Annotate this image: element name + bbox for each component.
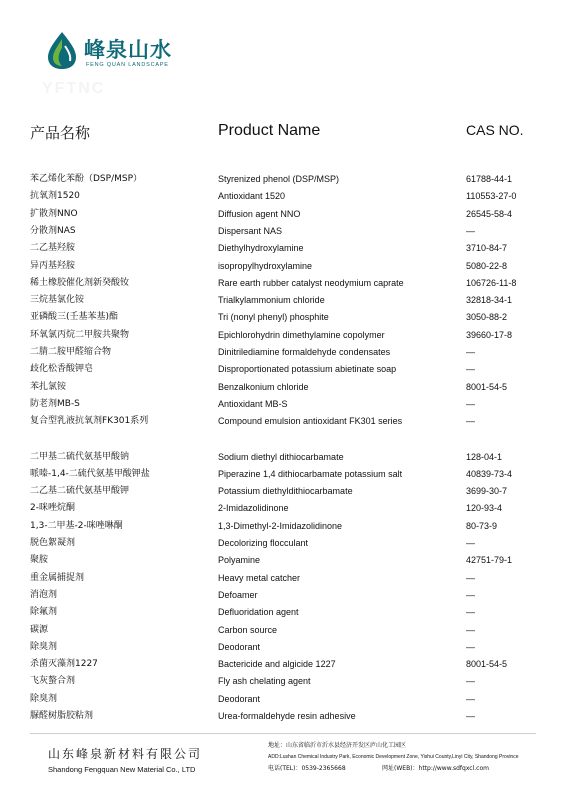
table-row bbox=[0, 275, 566, 292]
product-name-en: Disproportionated potassium abietinate soap bbox=[218, 364, 397, 375]
table-row bbox=[0, 413, 566, 430]
company-logo bbox=[44, 30, 184, 74]
product-name-cn: 2-咪唑烷酮 bbox=[30, 503, 75, 514]
product-name-cn: 聚胺 bbox=[30, 555, 49, 566]
cas-number: — bbox=[466, 693, 475, 704]
cas-number: 120-93-4 bbox=[466, 503, 503, 514]
cas-number: 3699-30-7 bbox=[466, 486, 508, 497]
product-name-en: Dispersant NAS bbox=[218, 225, 283, 236]
header-cas-no: CAS NO. bbox=[466, 122, 524, 138]
product-name-cn: 三烷基氯化铵 bbox=[30, 295, 85, 306]
cas-number: 26545-58-4 bbox=[466, 208, 513, 219]
header-product-name-cn: 产品名称 bbox=[30, 124, 91, 142]
product-name-cn: 苯乙烯化苯酚（DSP/MSP） bbox=[30, 174, 143, 184]
table-row bbox=[0, 518, 566, 535]
product-name-cn: 苯扎氯铵 bbox=[30, 381, 67, 392]
cas-number: — bbox=[466, 607, 475, 618]
product-name-en: Compound emulsion antioxidant FK301 series bbox=[218, 416, 403, 427]
cas-number: — bbox=[466, 364, 475, 375]
table-row bbox=[0, 708, 566, 725]
cas-number: — bbox=[466, 225, 475, 236]
table-row bbox=[0, 639, 566, 656]
product-name-cn: 稀土橡胶催化剂新癸酸钕 bbox=[30, 277, 130, 288]
table-row bbox=[0, 361, 566, 378]
product-name-en: Heavy metal catcher bbox=[218, 572, 301, 583]
cas-number: 3710-84-7 bbox=[466, 243, 508, 254]
brand-name-cn: 峰泉山水 bbox=[84, 38, 172, 62]
cas-number: 39660-17-8 bbox=[466, 329, 513, 340]
product-name-en: Diethylhydroxylamine bbox=[218, 243, 304, 254]
product-name-en: Antioxidant 1520 bbox=[218, 191, 286, 202]
cas-number: 32818-34-1 bbox=[466, 295, 513, 306]
table-row bbox=[0, 500, 566, 517]
cas-number: — bbox=[466, 347, 475, 357]
table-row bbox=[0, 483, 566, 500]
product-name-cn: 飞灰螯合剂 bbox=[30, 676, 76, 687]
table-row bbox=[0, 171, 566, 188]
product-name-cn: 除臭剂 bbox=[30, 641, 58, 652]
product-name-en: Antioxidant MB-S bbox=[218, 398, 288, 409]
cas-number: 5080-22-8 bbox=[466, 260, 508, 271]
table-row bbox=[0, 223, 566, 240]
product-name-cn: 分散剂NAS bbox=[30, 225, 76, 236]
table-row bbox=[0, 258, 566, 275]
product-name-en: Styrenized phenol (DSP/MSP) bbox=[218, 174, 340, 184]
cas-number: 61788-44-1 bbox=[466, 174, 513, 184]
product-name-en: Decolorizing flocculant bbox=[218, 538, 309, 548]
table-row bbox=[0, 206, 566, 223]
product-name-cn: 杀菌灭藻剂1227 bbox=[30, 659, 98, 670]
table-row bbox=[0, 327, 566, 344]
cas-number: 106726-11-8 bbox=[466, 277, 517, 288]
cas-number: — bbox=[466, 676, 475, 687]
cas-number: — bbox=[466, 572, 475, 583]
table-row bbox=[0, 570, 566, 587]
cas-number: 128-04-1 bbox=[466, 451, 503, 462]
table-row bbox=[0, 240, 566, 257]
product-name-cn: 异丙基羟胺 bbox=[30, 260, 76, 271]
product-name-en: Piperazine 1,4 dithiocarbamate potassium salt bbox=[218, 468, 403, 479]
table-row bbox=[0, 673, 566, 690]
product-name-en: Trialkylammonium chloride bbox=[218, 295, 325, 306]
product-name-en: Polyamine bbox=[218, 555, 261, 566]
table-row bbox=[0, 309, 566, 326]
product-name-cn: 重金属捕捉剂 bbox=[30, 572, 85, 583]
product-name-en: Tri (nonyl phenyl) phosphite bbox=[218, 312, 329, 323]
table-row bbox=[0, 466, 566, 483]
product-name-en: Deodorant bbox=[218, 641, 261, 652]
table-row bbox=[0, 344, 566, 361]
product-name-en: Bactericide and algicide 1227 bbox=[218, 659, 336, 670]
product-name-en: Defoamer bbox=[218, 589, 258, 600]
table-row bbox=[0, 535, 566, 552]
footer-divider bbox=[30, 733, 536, 734]
product-name-cn: 1,3-二甲基-2-咪唑啉酮 bbox=[30, 520, 123, 531]
product-name-cn: 消泡剂 bbox=[30, 589, 58, 600]
product-name-en: Sodium diethyl dithiocarbamate bbox=[218, 451, 344, 462]
footer-tel: 电话(TEL)：0539-2365668 bbox=[268, 765, 346, 772]
cas-number: 42751-79-1 bbox=[466, 555, 513, 566]
footer-company-cn: 山东峰泉新材料有限公司 bbox=[48, 747, 203, 761]
product-name-en: Diffusion agent NNO bbox=[218, 208, 301, 219]
product-name-en: Benzalkonium chloride bbox=[218, 381, 309, 392]
cas-number: — bbox=[466, 624, 475, 635]
product-name-cn: 抗氧剂1520 bbox=[30, 191, 80, 202]
cas-number: — bbox=[466, 416, 475, 427]
cas-number: 110553-27-0 bbox=[466, 191, 517, 202]
cas-number: — bbox=[466, 538, 475, 548]
cas-number: — bbox=[466, 589, 475, 600]
product-name-cn: 歧化松香酸钾皂 bbox=[30, 364, 94, 375]
product-name-cn: 碳源 bbox=[30, 624, 49, 635]
cas-number: 3050-88-2 bbox=[466, 312, 508, 323]
product-name-en: Defluoridation agent bbox=[218, 607, 299, 618]
product-name-cn: 二乙基羟胺 bbox=[30, 243, 76, 254]
product-name-cn: 防老剂MB-S bbox=[30, 398, 80, 409]
table-row bbox=[0, 552, 566, 569]
cas-number: 40839-73-4 bbox=[466, 468, 513, 479]
product-name-cn: 二乙基二硫代氨基甲酸钾 bbox=[30, 486, 130, 497]
footer-company-en: Shandong Fengquan New Material Co., LTD bbox=[48, 765, 196, 774]
product-name-en: 1,3-Dimethyl-2-Imidazolidinone bbox=[218, 520, 343, 531]
product-name-en: Urea-formaldehyde resin adhesive bbox=[218, 711, 356, 721]
cas-number: — bbox=[466, 641, 475, 652]
brand-name-en: FENG QUAN LANDSCAPE bbox=[86, 62, 169, 68]
product-name-en: Dinitrilediamine formaldehyde condensates bbox=[218, 347, 391, 357]
cas-number: 8001-54-5 bbox=[466, 381, 508, 392]
product-name-cn: 扩散剂NNO bbox=[30, 208, 78, 219]
product-name-cn: 脱色絮凝剂 bbox=[30, 538, 76, 548]
table-row bbox=[0, 292, 566, 309]
footer-web: 网址(WEB)：http://www.sdfqxcl.com bbox=[382, 765, 489, 772]
table-row bbox=[0, 604, 566, 621]
cas-number: — bbox=[466, 398, 475, 409]
product-name-cn: 亚磷酸三(壬基苯基)酯 bbox=[30, 312, 119, 323]
water-drop-logo-icon bbox=[44, 30, 80, 70]
table-row bbox=[0, 622, 566, 639]
product-name-en: Rare earth rubber catalyst neodymium caprate bbox=[218, 277, 404, 288]
product-name-cn: 脲醛树脂胶粘剂 bbox=[30, 711, 94, 721]
table-row bbox=[0, 587, 566, 604]
product-name-cn: 环氧氯丙烷二甲胺共聚物 bbox=[30, 329, 130, 340]
brand-watermark: YFTNC bbox=[42, 80, 106, 97]
table-row bbox=[0, 449, 566, 466]
cas-number: 8001-54-5 bbox=[466, 659, 508, 670]
table-row bbox=[0, 379, 566, 396]
product-name-en: isopropylhydroxylamine bbox=[218, 260, 313, 271]
footer-address-en: ADD:Lushan Chemical Industry Park, Economic Development Zone, Yishui County,Linyi City, Shandong Province bbox=[268, 754, 519, 760]
product-name-cn: 二甲基二硫代氨基甲酸钠 bbox=[30, 451, 130, 462]
product-name-en: Carbon source bbox=[218, 624, 278, 635]
product-name-cn: 除氟剂 bbox=[30, 607, 58, 618]
product-name-en: Epichlorohydrin dimethylamine copolymer bbox=[218, 329, 385, 340]
product-name-cn: 哌嗪-1,4-二硫代氨基甲酸钾盐 bbox=[30, 468, 150, 479]
product-name-cn: 复合型乳液抗氧剂FK301系列 bbox=[30, 416, 149, 427]
table-row bbox=[0, 188, 566, 205]
product-name-en: Potassium diethyldithiocarbamate bbox=[218, 486, 353, 497]
table-row bbox=[0, 656, 566, 673]
product-name-en: 2-Imidazolidinone bbox=[218, 503, 289, 514]
table-row bbox=[0, 691, 566, 708]
footer-address-cn: 地址：山东省临沂市沂水县经济开发区庐山化工园区 bbox=[268, 742, 407, 749]
cas-number: — bbox=[466, 711, 475, 721]
product-name-cn: 二腈二胺甲醛缩合物 bbox=[30, 347, 112, 357]
table-row bbox=[0, 396, 566, 413]
product-name-en: Fly ash chelating agent bbox=[218, 676, 311, 687]
cas-number: 80-73-9 bbox=[466, 520, 498, 531]
product-name-cn: 除臭剂 bbox=[30, 693, 58, 704]
header-product-name-en: Product Name bbox=[218, 122, 321, 139]
product-name-en: Deodorant bbox=[218, 693, 261, 704]
